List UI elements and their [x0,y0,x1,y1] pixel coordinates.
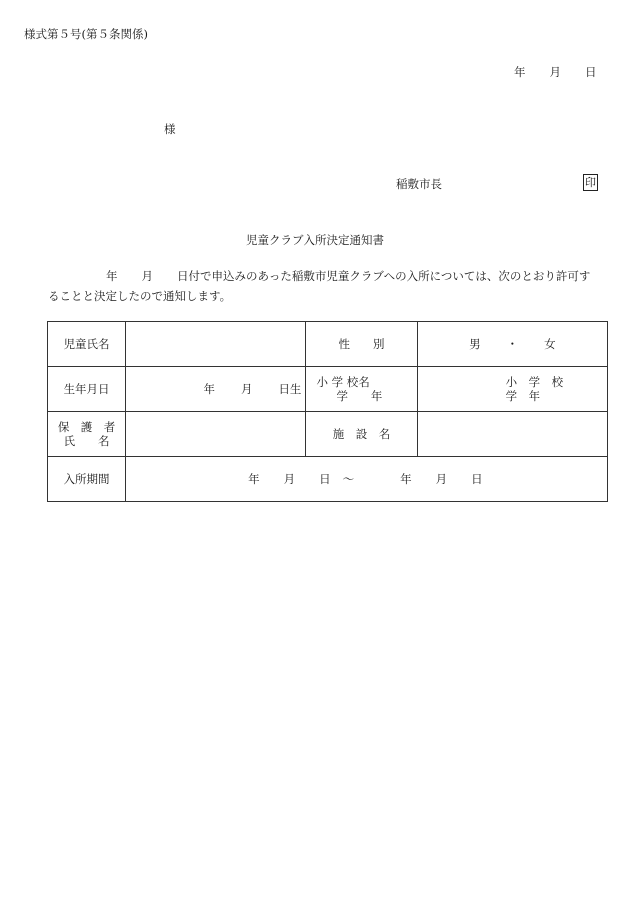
issuer-name: 稲敷市長 [396,177,442,191]
guardian-label: 保 護 者 [57,420,116,434]
school-label: 小 学 校名 [316,375,370,389]
body-line-1 [48,268,590,284]
issue-date-month: 月 [549,65,561,79]
period-end-month: 月 [435,472,448,486]
document-title: 児童クラブ入所決定通知書 [246,233,384,247]
period-label: 入所期間 [48,457,126,502]
period-start-year: 年 [248,472,260,486]
facility-label: 施 設 名 [306,412,417,457]
period-start-month: 月 [283,472,296,486]
body-year: 年 [106,269,118,283]
school-grade-label [306,367,417,412]
body-line-1-text: 日付で申込みのあった稲敷市児童クラブへの入所については、次のとおり許可す [177,269,591,283]
period-field[interactable] [126,457,608,502]
issue-date-year: 年 [514,65,526,79]
table-row [48,457,608,502]
table-row [48,412,608,457]
gender-female: 女 [544,337,556,351]
body-month: 月 [141,269,153,283]
gender-label: 性 別 [306,322,417,367]
issue-date [514,64,597,80]
guardian-name-label [48,412,126,457]
period-end-year: 年 [400,472,412,486]
period-tilde: ～ [342,472,355,486]
child-name-field[interactable] [126,322,306,367]
facility-field[interactable] [417,412,607,457]
school-grade-field[interactable] [417,367,607,412]
child-name-label: 児童氏名 [48,322,126,367]
recipient-suffix: 様 [164,122,176,136]
form-number: 様式第５号(第５条関係) [24,27,148,41]
seal-stamp: 印 [585,176,596,189]
table-row [48,367,608,412]
grade-suffix: 学 年 [505,389,541,403]
gender-male: 男 [469,337,481,351]
issue-date-day: 日 [585,65,597,79]
name-label: 氏 名 [63,434,110,448]
birth-day: 日生 [278,382,302,396]
body-line-2: ることと決定したので通知します。 [48,289,232,303]
birth-date-label: 生年月日 [48,367,126,412]
birth-year: 年 [203,382,215,396]
form-table [47,321,608,502]
gender-separator: ・ [506,337,519,351]
table-row [48,322,608,367]
school-suffix: 小 学 校 [505,375,564,389]
gender-field[interactable] [417,322,607,367]
birth-date-field[interactable] [126,367,306,412]
period-start-day: 日 [319,472,331,486]
guardian-name-field[interactable] [126,412,306,457]
period-end-day: 日 [471,472,483,486]
grade-label: 学 年 [336,389,383,403]
birth-month: 月 [240,382,253,396]
